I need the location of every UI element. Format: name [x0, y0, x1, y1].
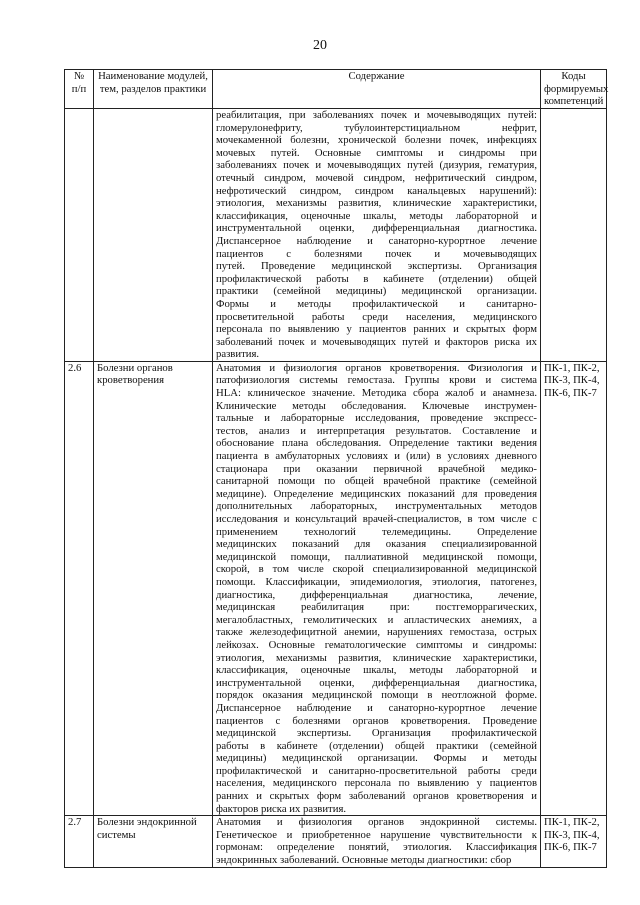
content-line: санитарной помощи по общей врачебной практике (семейной — [216, 475, 537, 488]
content-line: эндокринных заболеваний. Основные методы диагностики: сбор — [216, 854, 512, 867]
content-line: заболеваниях почек и мочевыводящих путей (дизурия, гематурия, — [216, 159, 537, 172]
content-line: этиология, механизмы развития, клинические характеристики, — [216, 197, 537, 210]
content-line: HLA: клиническое значение. Методика сбора жалоб и анамнеза. — [216, 387, 537, 400]
competency-codes-cell — [541, 109, 607, 362]
content-cell — [213, 361, 541, 815]
table-header-row — [65, 70, 607, 109]
content-line: диагностика, дифференциальная диагностика, лечение, — [216, 588, 537, 601]
competency-code-line: ПК-3, ПК-4, — [544, 374, 600, 387]
page-number: 20 — [313, 38, 327, 53]
content-line: практики (семейной медицины) медицинской организации. — [216, 285, 537, 298]
content-line: исследования и консультаций врачей-специалистов, в том числе с — [216, 513, 537, 525]
header-number — [65, 70, 94, 109]
content-line: этиология, механизмы развития, клинические характеристики, — [216, 651, 537, 664]
row-number: 2.7 — [65, 816, 94, 867]
header-number-line: п/п — [71, 82, 87, 95]
content-line: населения, медицинского персонала по выявлению у пациентов — [216, 777, 537, 790]
row-number: 2.6 — [65, 361, 94, 815]
content-line: Генетическое и приобретенное нарушение чувствительности к — [216, 828, 537, 841]
module-name-line: системы — [97, 828, 136, 841]
content-line: развития. — [216, 348, 260, 361]
content-line: патофизиология системы гемостаза. Группы крови и система — [216, 374, 537, 387]
content-line: пациентов с болезнями органов кроветворения. Проведение — [216, 714, 537, 727]
content-line: факторов риска их развития. — [216, 802, 347, 815]
content-line: медицины) медицинской организации. Формы и методы — [216, 752, 537, 765]
content-line: Анатомия и физиология органов кроветворения. Физиология и — [216, 361, 537, 374]
module-name-cell — [94, 109, 213, 362]
content-line: тестов, анализ и интерпретация результатов. Составление и — [216, 424, 537, 437]
content-line: помощи. Классификации, эпидемиология, этиология, патогенез, — [216, 575, 537, 588]
content-line: медицинская реабилитация при: постгеморрагических, — [216, 601, 537, 614]
content-line: медицинских показаний для оказания специализированной — [216, 538, 537, 551]
content-line: Клинические методы обследования. Ключевые инструмен- — [216, 399, 537, 412]
table-row — [65, 109, 607, 362]
row-number — [65, 109, 94, 362]
content-line: скорой, в том числе скорой специализированной медицинской — [216, 563, 537, 576]
content-line: просветительной работы среди населения, медицинского — [216, 310, 537, 323]
content-line: пациента в амбулаторных условиях и (или) в условиях дневного — [216, 450, 537, 463]
content-line: также железодефицитной анемии, нарушениях гемостаза, острых — [216, 626, 537, 639]
competency-code-line: ПК-1, ПК-2, — [544, 816, 600, 829]
content-line: мочекаменной болезни, хронической болезни почек, инфекциях — [216, 134, 537, 147]
content-line: Анатомия и физиология органов эндокринной системы. — [216, 816, 537, 829]
content-line: инструментальной оценки, дифференциальная диагностика, — [216, 676, 537, 689]
content-line: лейкозах. Основные гематологические симптомы и синдромы: — [216, 638, 537, 651]
competency-code-line: ПК-3, ПК-4, — [544, 828, 600, 841]
practice-program-table — [64, 69, 607, 868]
table-row — [65, 361, 607, 815]
table-row — [65, 816, 607, 867]
header-content: Содержание — [213, 70, 541, 109]
competency-codes-cell — [541, 361, 607, 815]
module-name-cell — [94, 816, 213, 867]
header-competency-codes — [541, 70, 607, 109]
content-line: заболеваний почек и мочевыводящих путей и факторов риска их — [216, 335, 537, 348]
header-number-line: № — [73, 70, 85, 82]
content-line: дополнительных лабораторных, инструментальных методов — [216, 500, 537, 513]
competency-code-line: ПК-1, ПК-2, — [544, 361, 600, 374]
content-line: мегалобластных, гемолитических и апластических анемиях, а — [216, 613, 537, 626]
module-name-line: Болезни органов — [97, 361, 173, 374]
content-line: нефротический синдром, синдром канальцевых нарушений): — [216, 184, 537, 197]
content-line: гломерулонефриту, тубулоинтерстициальном нефрит, — [216, 121, 537, 134]
content-line: Формы и методы профилактической и санитарно- — [216, 297, 537, 310]
content-line: медицинской помощи, паллиативной медицинской помощи, — [216, 550, 537, 563]
content-cell — [213, 109, 541, 362]
content-line: Диспансерное наблюдение и санаторно-курортное лечение — [216, 234, 537, 247]
content-line: медицинской экспертизы. Организация профилактической — [216, 727, 537, 740]
content-line: обоснование плана обследования. Определение тактики ведения — [216, 437, 537, 450]
content-line: пациентов с болезнями почек и мочевыводящих — [216, 247, 537, 260]
content-line: мочевых путей. Основные симптомы и синдромы при — [216, 146, 537, 159]
content-line: реабилитация, при заболеваниях почек и мочевыводящих путей: — [216, 109, 537, 121]
header-codes-line: формируемых — [544, 82, 609, 95]
content-line: инструментальной оценки, дифференциальная диагностика. — [216, 222, 537, 235]
content-line: стационара при оказании первичной врачебной медико- — [216, 462, 537, 475]
content-line: тальные и лабораторные исследования, проведение экспресс- — [216, 412, 537, 425]
content-line: ранних и скрытых форм заболеваний органов кроветворения и — [216, 790, 537, 803]
content-line: медицине). Определение медицинских показаний для проведения — [216, 487, 537, 500]
header-module-name-line: тем, разделов практики — [99, 82, 207, 95]
content-line: Диспансерное наблюдение и санаторно-курортное лечение — [216, 701, 537, 714]
header-module-name-line: Наименование модулей, — [98, 70, 208, 82]
module-name-cell — [94, 361, 213, 815]
header-codes-line: Коды — [561, 70, 586, 82]
content-line: путей. Проведение медицинской экспертизы. Организация — [216, 260, 537, 273]
header-module-name — [94, 70, 213, 109]
competency-codes-cell — [541, 816, 607, 867]
content-line: работы в кабинете (отделении) общей практики (семейной — [216, 739, 537, 752]
header-codes-line: компетенций — [544, 95, 604, 108]
content-line: отечный синдром, мочевой синдром, нефритический синдром, — [216, 171, 537, 184]
content-line: профилактической работы в кабинете (отделении) общей — [216, 272, 537, 285]
content-line: порядок оказания медицинской помощи в неотложной форме. — [216, 689, 537, 702]
content-line: гормонам: определение понятий, этиология. Классификация — [216, 841, 537, 854]
content-line: персонала по выявлению у пациентов ранних и скрытых форм — [216, 323, 537, 336]
content-line: профилактической и санитарно-просветительной работы среди — [216, 764, 537, 777]
module-name-line: Болезни эндокринной — [97, 816, 197, 829]
content-line: классификация, оценочные шкалы, методы лабораторной и — [216, 209, 537, 222]
content-cell — [213, 816, 541, 867]
competency-code-line: ПК-6, ПК-7 — [544, 841, 597, 854]
content-line: применением технологий телемедицины. Определение — [216, 525, 537, 538]
module-name-line: кроветворения — [97, 374, 165, 387]
content-line: классификация, оценочные шкалы, методы лабораторной и — [216, 664, 537, 677]
competency-code-line: ПК-6, ПК-7 — [544, 387, 597, 400]
